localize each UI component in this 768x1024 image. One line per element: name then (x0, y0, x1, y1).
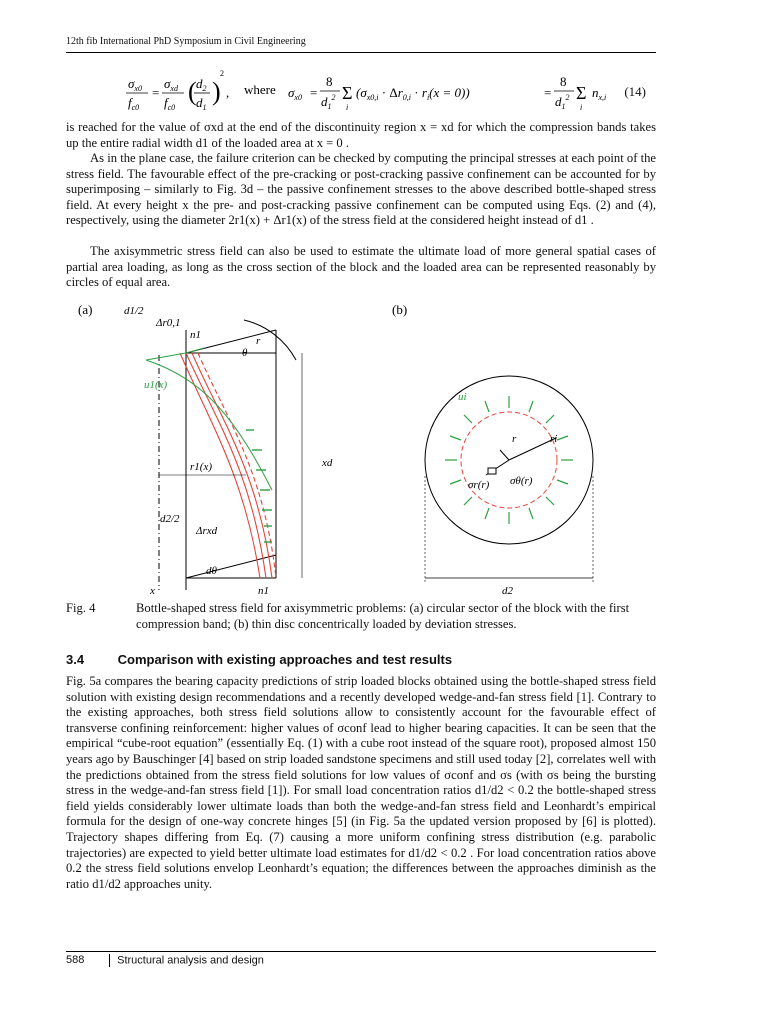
theta-label: θ (242, 347, 248, 359)
d1-half-label: d1/2 (124, 305, 144, 317)
disc-element (488, 468, 496, 474)
svg-text:(: ( (188, 77, 197, 106)
r1x-label: r1(x) (190, 461, 212, 473)
paragraph-axisymmetric: The axisymmetric stress field can also be used to estimate the ultimate load of more general spatial cases of partial area loading, as long as the cross section of the block and the loaded area can be represented reasonably by circles of equal area. (66, 244, 656, 290)
svg-text:i: i (580, 103, 583, 112)
equation-14 (66, 66, 656, 116)
svg-text:=: = (152, 85, 160, 100)
d2-label: d2 (502, 585, 513, 597)
footer-section-name: Structural analysis and design (117, 954, 264, 967)
svg-text:d1: $d_1$ (196, 95, 207, 112)
svg-text:σx0: $\sigma_{x0}$ (288, 85, 302, 102)
d2-half-label: d2/2 (160, 513, 180, 525)
x-axis-label: x (150, 585, 155, 597)
page-number: 588 (66, 954, 85, 967)
panel-a-label: (a) (78, 302, 93, 317)
u1x-label: u1(x) (144, 379, 168, 391)
figure-4-graphic (66, 300, 656, 600)
svg-text:d12: $d_1^2$ (555, 93, 570, 111)
header-rule (66, 52, 656, 53)
drxd-label: Δrxd (196, 525, 218, 537)
svg-text:σxd: $\sigma_{xd}$ (164, 76, 178, 93)
dtheta-label: dθ (206, 565, 217, 577)
section-paragraph: Fig. 5a compares the bearing capacity predictions of strip loaded blocks obtained using the bottle-shaped stress field solution with existing design recommendations and a recently developed wedge-and-fan stress field [1]. Contrary to the existing approaches, both stress field solutions allow to consistently account for the favourable effect of transverse confining reinforcement: higher values of σconf lead to higher bearing capacities. It can be seen that the empirical “cube-root equation” (essentially Eq. (1) with a cube root instead of the square root), proposed almost 150 years ago by Bauschinger [4] based on strip loaded sandstone specimens and still used today [2], correlates well with the predictions obtained from the stress field solutions for low values of σconf and σs (with σs being the bursting stress in the wedge-and-fan stress field [1]). For small load concentration ratios d1/d2 < 0.2 the bottle-shaped stress field yields considerably lower ultimate loads than both the wedge-and-fan stress field and Leonhardt’s empirical formula for the design of one-way concrete hinges [5] (in Fig. 5a the updated version proposed by [6] is plotted). Trajectory shapes differing from Eq. (7) causing a more uniform confining stress distribution (e.g. parabolic trajectories) are expected to yield better ultimate load estimates for d1/d2 < 0.2 . For load concentration ratios above 0.2 the stress field solutions envelop Leonhardt’s equation; the differences between the approaches diminish as the ratio d1/d2 approaches unity. (66, 674, 656, 891)
xd-label: xd (322, 457, 333, 469)
panel-b-label: (b) (392, 302, 408, 317)
ri-label: ri (550, 433, 558, 445)
svg-text:nx,i: $n_{x,i}$ (592, 85, 607, 102)
n1-top-label: n1 (190, 329, 201, 341)
paragraph-intro: is reached for the value of σxd at the end of the discontinuity region x = xd for which the compression bands takes up the entire radial width d1 of the loaded area at x = 0 . (66, 120, 656, 150)
sigma-theta-label: σθ(r) (510, 475, 533, 487)
svg-text:): ) (212, 77, 221, 106)
section-number: 3.4 (66, 652, 85, 667)
r-label-a: r (256, 335, 261, 347)
panel-a-sector (159, 320, 296, 590)
svg-text:d2: $d_2$ (196, 76, 207, 93)
section-title: Comparison with existing approaches and test results (117, 652, 453, 667)
equation-graphic (66, 66, 656, 116)
svg-text:=: = (544, 85, 552, 100)
r-label-b: r (512, 433, 517, 445)
ui-label: ui (458, 391, 467, 403)
svg-text:=: = (310, 85, 318, 100)
svg-text:fc0: $f_{c0}$ (164, 95, 176, 112)
svg-text:fc0: $f_{c0}$ (128, 95, 140, 112)
footer-separator (109, 954, 110, 967)
caption-text: Bottle-shaped stress field for axisymmetric problems: (a) circular sector of the block with the first compression band; (b) thin disc concentrically loaded by deviation stresses. (136, 601, 630, 631)
running-header: 12th fib International PhD Symposium in Civil Engineering (66, 36, 306, 47)
dr01-label: Δr0,1 (156, 317, 181, 329)
svg-text:Σ: Σ (576, 83, 587, 103)
footer-rule (66, 951, 656, 952)
svg-text:,: , (226, 85, 230, 100)
svg-text:i: i (346, 103, 349, 112)
page-footer (66, 954, 264, 967)
section-heading (66, 652, 452, 667)
svg-text:2: 2 (220, 69, 224, 78)
paragraph-failure-criterion: As in the plane case, the failure criterion can be checked by computing the principal stresses at each point of the stress field. The favourable effect of the pre-cracking or post-cracking passive confinement can be accounted for by superimposing – similarly to Fig. 3d – the passive confinement stresses to the above described bottle-shaped stress field. At every height x the pre- and post-cracking passive confinement can be computed using Eqs. (2) and (4), respectively, using the diameter 2r1(x) + Δr1(x) of the stress field at the considered height instead of d1 . (66, 151, 656, 228)
n1-bottom-label: n1 (258, 585, 269, 597)
svg-text:d12: $d_1^2$ (321, 93, 336, 111)
svg-text:σx0: $\sigma_{x0}$ (128, 76, 142, 93)
svg-text:(σx0,i · Δr0,i · ri(x = 0)): $(\sigma_{x0,i} \cdot \Delta r_{0,i} \cdot r_i(x = 0))$ (356, 85, 470, 102)
figure-4 (66, 300, 656, 600)
sigma-r-label: σr(r) (468, 479, 490, 491)
svg-text:8: 8 (326, 74, 333, 89)
where-word: where (244, 82, 276, 97)
svg-text:8: 8 (560, 74, 567, 89)
equation-number: (14) (624, 84, 646, 99)
caption-label: Fig. 4 (66, 601, 96, 615)
svg-text:Σ: Σ (342, 83, 353, 103)
